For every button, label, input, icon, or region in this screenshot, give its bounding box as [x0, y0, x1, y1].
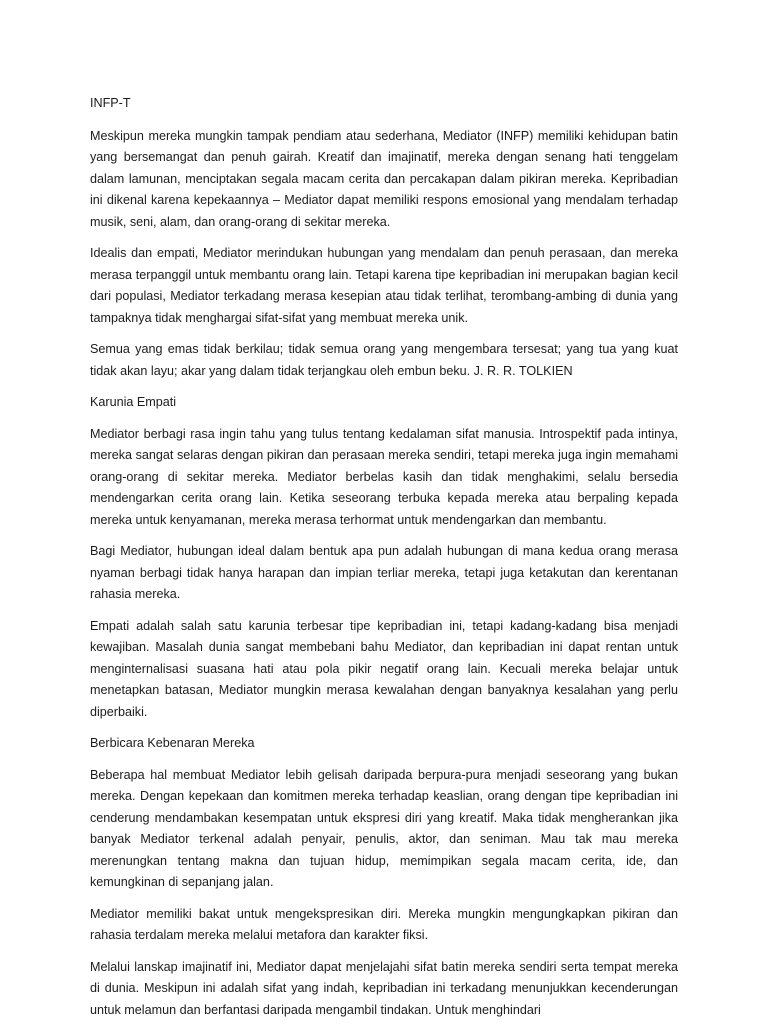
tolkien-quote: Semua yang emas tidak berkilau; tidak semua orang yang mengembara tersesat; yang tua yang kuat tidak akan layu; akar yang dalam tidak terjangkau oleh embun beku. J. R. R. TOLKIEN [90, 342, 678, 378]
paragraph-idealist: Idealis dan empati, Mediator merindukan hubungan yang mendalam dan penuh perasaan, dan mereka merasa terpanggil untuk membantu orang lain. Tetapi karena tipe kepribadian ini merupakan bagian kecil dari populasi, Mediator terkadang merasa kesepian atau tidak terlihat, terombang-ambing di dunia yang tampaknya tidak menghargai sifat-sifat yang membuat mereka unik. [90, 246, 678, 325]
section-heading-truth: Berbicara Kebenaran Mereka [90, 736, 255, 750]
paragraph-intro: Meskipun mereka mungkin tampak pendiam atau sederhana, Mediator (INFP) memiliki kehidupan batin yang bersemangat dan penuh gairah. Kreatif dan imajinatif, mereka dengan senang hati tenggelam dalam lamunan, menciptakan segala macam cerita dan percakapan dalam pikiran mereka. Kepribadian ini dikenal karena kepekaannya – Mediator dapat memiliki respons emosional yang mendalam terhadap musik, seni, alam, dan orang-orang di sekitar mereka. [90, 128, 678, 229]
paragraph-imagination: Melalui lanskap imajinatif ini, Mediator dapat menjelajahi sifat batin mereka sendiri serta tempat mereka di dunia. Meskipun ini adalah sifat yang indah, kepribadian ini terkadang menunjukkan kecenderungan untuk melamun dan berfantasi daripada mengambil tindakan. Untuk menghindari [90, 959, 678, 1017]
paragraph-curiosity: Mediator berbagi rasa ingin tahu yang tulus tentang kedalaman sifat manusia. Introspektif pada intinya, mereka sangat selaras dengan pikiran dan perasaan mereka sendiri, tetapi mereka juga ingin memahami orang-orang di sekitar mereka. Mediator berbelas kasih dan tidak menghakimi, selalu bersedia mendengarkan cerita orang lain. Ketika seseorang terbuka kepada mereka atau berpaling kepada mereka untuk kenyamanan, mereka merasa terhormat untuk mendengarkan dan membantu. [90, 426, 678, 527]
section-heading-empathy: Karunia Empati [90, 395, 177, 409]
paragraph-empathy-burden: Empati adalah salah satu karunia terbesar tipe kepribadian ini, tetapi kadang-kadang bisa menjadi kewajiban. Masalah dunia sangat membebani bahu Mediator, dan kepribadian ini dapat rentan untuk menginternalisasi suasana hati atau pola pikir negatif orang lain. Kecuali mereka belajar untuk menetapkan batasan, Mediator mungkin merasa kewalahan dengan banyaknya kesalahan yang perlu diperbaiki. [90, 618, 678, 719]
paragraph-ideal-relationship: Bagi Mediator, hubungan ideal dalam bentuk apa pun adalah hubungan di mana kedua orang merasa nyaman berbagi tidak hanya harapan dan impian terliar mereka, tetapi juga ketakutan dan kerentanan rahasia mereka. [90, 544, 678, 601]
document-title: INFP-T [90, 96, 131, 110]
paragraph-authenticity: Beberapa hal membuat Mediator lebih gelisah daripada berpura-pura menjadi seseorang yang bukan mereka. Dengan kepekaan dan komitmen mereka terhadap keaslian, orang dengan tipe kepribadian ini cenderung mendambakan kesempatan untuk ekspresi diri yang kreatif. Maka tidak mengherankan jika banyak Mediator terkenal adalah penyair, penulis, aktor, dan seniman. Mau tak mau mereka merenungkan tentang makna dan tujuan hidup, memimpikan segala macam cerita, ide, dan kemungkinan di sepanjang jalan. [90, 767, 678, 889]
paragraph-expression: Mediator memiliki bakat untuk mengekspresikan diri. Mereka mungkin mengungkapkan pikiran dan rahasia terdalam mereka melalui metafora dan karakter fiksi. [90, 906, 678, 942]
